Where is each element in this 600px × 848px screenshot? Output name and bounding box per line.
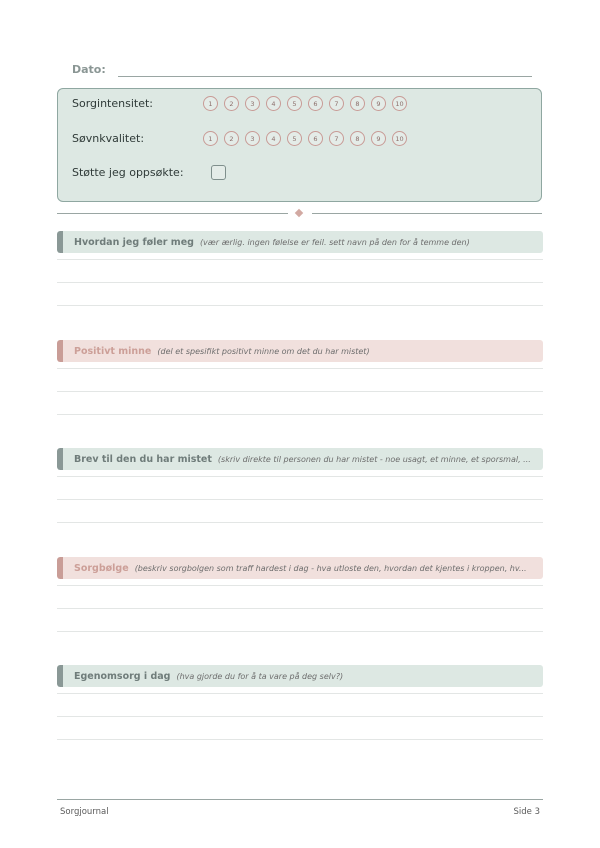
divider-left bbox=[57, 213, 288, 214]
section-grief-wave bbox=[57, 557, 543, 579]
section-accent-bar bbox=[57, 448, 63, 470]
write-line[interactable] bbox=[57, 259, 543, 260]
rating-option-10[interactable]: 10 bbox=[392, 131, 407, 146]
write-line[interactable] bbox=[57, 282, 543, 283]
sleep-quality-scale bbox=[203, 131, 407, 146]
section-title: Positivt minne bbox=[74, 345, 152, 357]
date-label: Dato: bbox=[72, 63, 106, 76]
rating-option-5[interactable]: 5 bbox=[287, 131, 302, 146]
rating-option-5[interactable]: 5 bbox=[287, 96, 302, 111]
sleep-quality-label: Søvnkvalitet: bbox=[72, 132, 145, 145]
rating-option-4[interactable]: 4 bbox=[266, 131, 281, 146]
footer-journal-name: Sorgjournal bbox=[60, 807, 109, 817]
section-self-care bbox=[57, 665, 543, 687]
rating-option-6[interactable]: 6 bbox=[308, 96, 323, 111]
section-hint: (hva gjorde du for å ta vare på deg selv?) bbox=[176, 671, 344, 681]
write-line[interactable] bbox=[57, 414, 543, 415]
section-hint: (beskriv sorgbolgen som traff hardest i dag - hva utloste den, hvordan det kjentes i kroppen, hv... bbox=[134, 563, 527, 573]
rating-option-8[interactable]: 8 bbox=[350, 96, 365, 111]
rating-option-8[interactable]: 8 bbox=[350, 131, 365, 146]
section-accent-bar bbox=[57, 665, 63, 687]
support-sought-checkbox[interactable] bbox=[211, 165, 226, 180]
divider-diamond-icon bbox=[295, 209, 303, 217]
section-accent-bar bbox=[57, 231, 63, 253]
section-accent-bar bbox=[57, 340, 63, 362]
section-title: Sorgbølge bbox=[74, 562, 129, 574]
rating-option-10[interactable]: 10 bbox=[392, 96, 407, 111]
write-line[interactable] bbox=[57, 693, 543, 694]
footer-page-number: Side 3 bbox=[513, 807, 540, 817]
rating-option-2[interactable]: 2 bbox=[224, 96, 239, 111]
rating-option-7[interactable]: 7 bbox=[329, 96, 344, 111]
section-feelings bbox=[57, 231, 543, 253]
grief-intensity-label: Sorgintensitet: bbox=[72, 97, 153, 110]
support-sought-label: Støtte jeg oppsøkte: bbox=[72, 166, 184, 179]
write-line[interactable] bbox=[57, 585, 543, 586]
divider-right bbox=[312, 213, 542, 214]
section-accent-bar bbox=[57, 557, 63, 579]
section-title: Brev til den du har mistet bbox=[74, 453, 212, 465]
section-hint: (vær ærlig. ingen følelse er feil. sett navn på den for å temme den) bbox=[199, 237, 470, 247]
write-line[interactable] bbox=[57, 391, 543, 392]
write-line[interactable] bbox=[57, 631, 543, 632]
section-title: Egenomsorg i dag bbox=[74, 670, 171, 682]
rating-option-3[interactable]: 3 bbox=[245, 131, 260, 146]
write-line[interactable] bbox=[57, 476, 543, 477]
write-line[interactable] bbox=[57, 608, 543, 609]
write-line[interactable] bbox=[57, 499, 543, 500]
write-line[interactable] bbox=[57, 716, 543, 717]
write-line[interactable] bbox=[57, 522, 543, 523]
rating-option-9[interactable]: 9 bbox=[371, 96, 386, 111]
rating-option-3[interactable]: 3 bbox=[245, 96, 260, 111]
grief-intensity-scale bbox=[203, 96, 407, 111]
rating-option-1[interactable]: 1 bbox=[203, 96, 218, 111]
write-line[interactable] bbox=[57, 368, 543, 369]
section-letter bbox=[57, 448, 543, 470]
section-title: Hvordan jeg føler meg bbox=[74, 236, 194, 248]
write-line[interactable] bbox=[57, 305, 543, 306]
write-line[interactable] bbox=[57, 739, 543, 740]
rating-option-2[interactable]: 2 bbox=[224, 131, 239, 146]
footer-divider bbox=[57, 799, 543, 800]
rating-option-6[interactable]: 6 bbox=[308, 131, 323, 146]
rating-option-4[interactable]: 4 bbox=[266, 96, 281, 111]
rating-option-9[interactable]: 9 bbox=[371, 131, 386, 146]
rating-option-1[interactable]: 1 bbox=[203, 131, 218, 146]
rating-option-7[interactable]: 7 bbox=[329, 131, 344, 146]
date-write-line[interactable] bbox=[118, 76, 532, 77]
section-hint: (del et spesifikt positivt minne om det du har mistet) bbox=[157, 346, 370, 356]
section-positive-memory bbox=[57, 340, 543, 362]
section-hint: (skriv direkte til personen du har mistet - noe usagt, et minne, et sporsmal, ... bbox=[217, 454, 531, 464]
